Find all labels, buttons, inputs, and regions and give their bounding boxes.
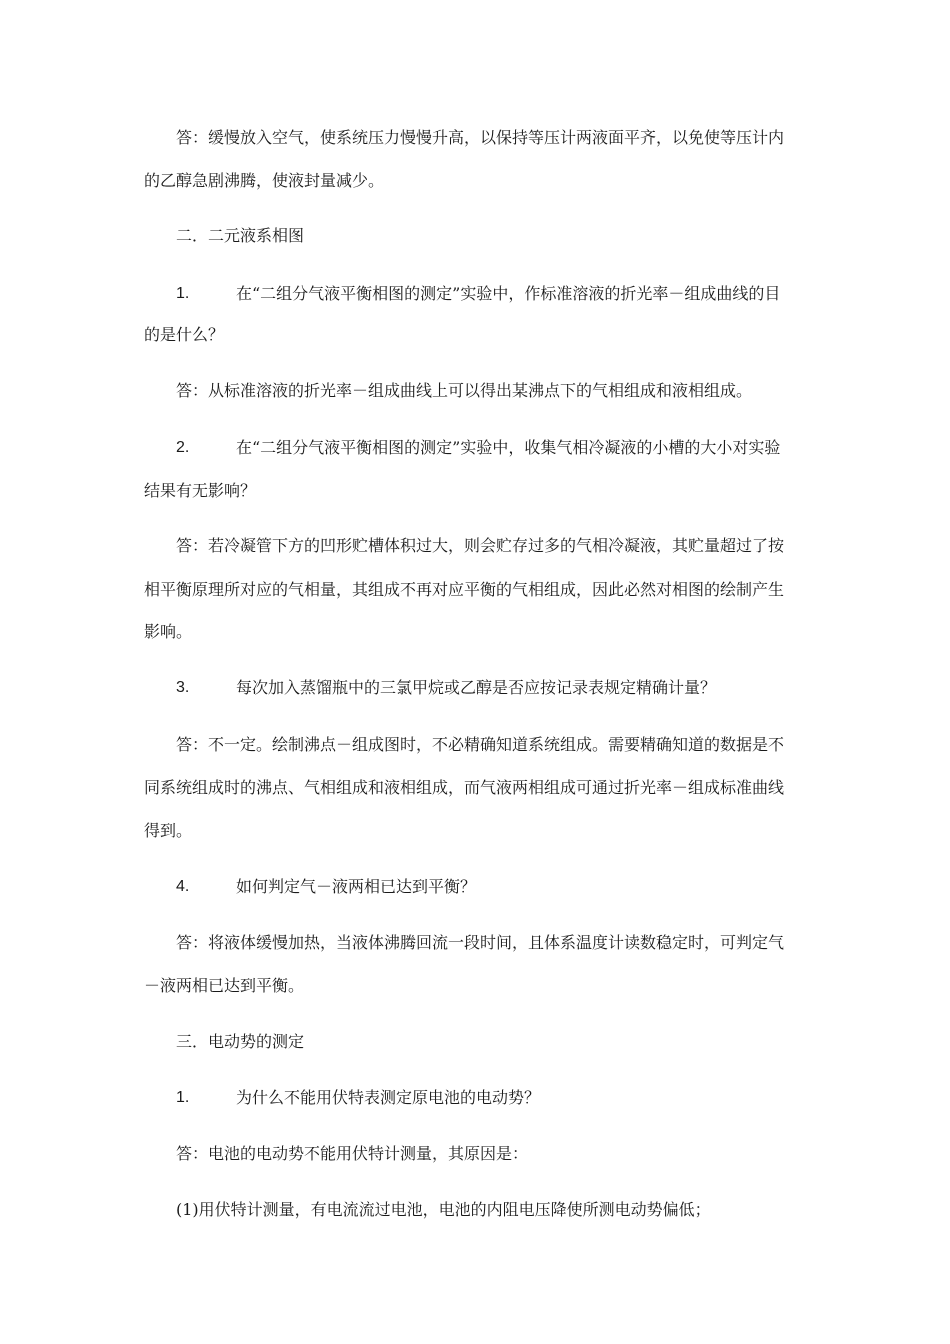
answer-line: －液两相已达到平衡。 (144, 976, 305, 995)
question-number: 4. (176, 878, 190, 895)
question-line: 结果有无影响？ (144, 481, 257, 500)
section-heading: 二．二元液系相图 (176, 226, 305, 245)
answer-line: 答：若冷凝管下方的凹形贮槽体积过大，则会贮存过多的气相冷凝液，其贮量超过了按 (176, 536, 785, 555)
question-line: 在“二组分气液平衡相图的测定”实验中，作标准溶液的折光率－组成曲线的目 (236, 284, 781, 303)
answer-line: 答：将液体缓慢加热，当液体沸腾回流一段时间，且体系温度计读数稳定时，可判定气 (176, 933, 785, 952)
question-line: 每次加入蒸馏瓶中的三氯甲烷或乙醇是否应按记录表规定精确计量？ (236, 678, 717, 697)
question-line: 的是什么？ (144, 325, 225, 344)
question-number: 1. (176, 1089, 190, 1106)
answer-line: 得到。 (144, 821, 193, 840)
answer-line: 的乙醇急剧沸腾，使液封量减少。 (144, 171, 385, 190)
question-line: 在“二组分气液平衡相图的测定”实验中，收集气相冷凝液的小槽的大小对实验 (236, 438, 781, 457)
answer-line: 同系统组成时的沸点、气相组成和液相组成，而气液两相组成可通过折光率－组成标准曲线 (144, 778, 785, 797)
section-heading: 三．电动势的测定 (176, 1032, 305, 1051)
question-line: 如何判定气－液两相已达到平衡？ (236, 877, 477, 896)
answer-line: 答：不一定。绘制沸点－组成图时，不必精确知道系统组成。需要精确知道的数据是不 (176, 735, 785, 754)
answer-line: (1)用伏特计测量，有电流流过电池，电池的内阻电压降使所测电动势偏低； (176, 1200, 711, 1219)
answer-line: 答：电池的电动势不能用伏特计测量，其原因是： (176, 1144, 529, 1163)
question-number: 3. (176, 679, 190, 696)
question-number: 1. (176, 285, 190, 302)
question-line: 为什么不能用伏特表测定原电池的电动势？ (236, 1088, 541, 1107)
question-number: 2. (176, 439, 190, 456)
answer-line: 相平衡原理所对应的气相量，其组成不再对应平衡的气相组成，因此必然对相图的绘制产生 (144, 580, 785, 599)
answer-line: 答：缓慢放入空气，使系统压力慢慢升高，以保持等压计两液面平齐，以免使等压计内 (176, 128, 785, 147)
answer-line: 影响。 (144, 622, 193, 641)
answer-line: 答：从标准溶液的折光率－组成曲线上可以得出某沸点下的气相组成和液相组成。 (176, 381, 753, 400)
